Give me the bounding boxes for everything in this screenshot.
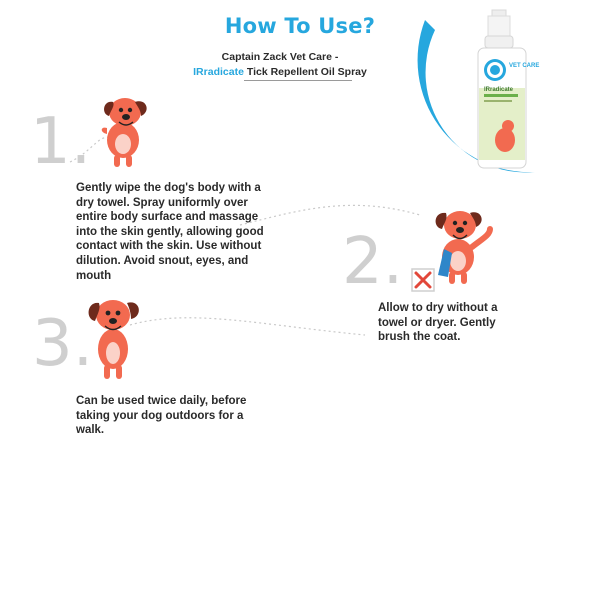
step-2-text: Allow to dry without a towel or dryer. Gently brush the coat. xyxy=(378,302,498,344)
subtitle-line-2 xyxy=(180,65,380,80)
subtitle-brand: IRradicate xyxy=(193,66,244,78)
dotted-connector-3 xyxy=(130,318,365,335)
dog-icon xyxy=(102,98,147,167)
bottle-brand-label: VET CARE xyxy=(509,63,540,69)
bottle-product-label: IRradicate xyxy=(484,87,514,93)
subtitle-rest: Tick Repellent Oil Spray xyxy=(243,66,367,78)
step-3-text: Can be used twice daily, before taking your dog outdoors for a walk. xyxy=(76,395,247,437)
step-1-number: 1. xyxy=(30,105,92,179)
cross-box-icon xyxy=(412,269,434,291)
page-title: How To Use? xyxy=(224,14,376,38)
product-subtitle xyxy=(180,50,380,80)
dog-icon xyxy=(89,300,139,379)
step-2-number: 2. xyxy=(342,225,404,299)
step-3-number: 3. xyxy=(32,307,94,381)
subtitle-underline xyxy=(244,80,352,81)
subtitle-line-1: Captain Zack Vet Care - xyxy=(221,51,339,63)
dog-icon xyxy=(436,211,490,284)
step-1-text: Gently wipe the dog's body with a dry towel. Spray uniformly over entire body surface and massage into the skin gently, allowing good contact with the skin. Use without dilution. Avoid snout, eyes, and mouth xyxy=(76,182,264,282)
